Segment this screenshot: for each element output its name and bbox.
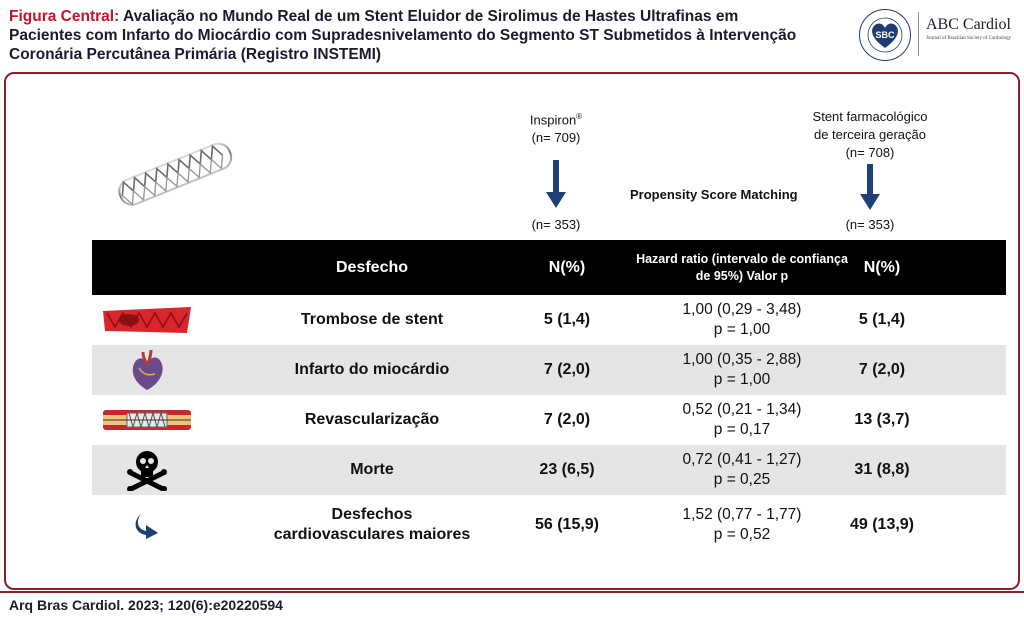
outcomes-table xyxy=(92,240,1006,555)
left-group-name: Inspiron xyxy=(529,112,577,128)
table-row xyxy=(92,495,1006,555)
p-value: p = 0,25 xyxy=(713,471,771,488)
table-row xyxy=(92,295,1006,345)
left-group-n-after: (n= 353) xyxy=(531,217,581,232)
p-value: p = 1,00 xyxy=(713,371,771,388)
table-header-row xyxy=(92,240,1006,295)
hr-ci: 1,52 (0,77 - 1,77) xyxy=(682,506,802,523)
p-value: p = 0,52 xyxy=(713,526,771,543)
p-value: p = 1,00 xyxy=(713,321,771,338)
registered-mark: ® xyxy=(576,112,583,121)
stent-thrombosis-icon xyxy=(92,295,202,345)
left-down-arrow-icon xyxy=(545,160,567,210)
table-row xyxy=(92,395,1006,445)
header-n-left: N(%) xyxy=(548,258,586,276)
n-right-value: 13 (3,7) xyxy=(854,411,910,428)
figure-title xyxy=(9,7,799,64)
n-left-value: 5 (1,4) xyxy=(543,311,591,328)
logo-divider xyxy=(918,12,919,56)
p-value: p = 0,17 xyxy=(713,421,771,438)
title-lead: Figura Central: xyxy=(9,8,120,25)
right-group-n-after: (n= 353) xyxy=(845,217,895,232)
right-group-n-before: (n= 708) xyxy=(845,145,895,160)
seal-text: SBC xyxy=(875,30,895,40)
skull-crossbones-icon xyxy=(92,445,202,495)
outcome-name xyxy=(212,495,532,555)
figure-header xyxy=(0,0,1024,72)
outcome-name: Trombose de stent xyxy=(300,311,444,328)
hr-ci: 1,00 (0,29 - 3,48) xyxy=(682,301,802,318)
outcome-name: Morte xyxy=(350,461,394,478)
hr-ci: 0,72 (0,41 - 1,27) xyxy=(682,451,802,468)
header-outcome: Desfecho xyxy=(335,258,409,276)
outcome-name-line2: cardiovasculares maiores xyxy=(273,526,471,543)
stent-illustration xyxy=(108,130,238,218)
hr-ci: 1,00 (0,35 - 2,88) xyxy=(682,351,802,368)
curved-arrow-icon xyxy=(92,495,202,555)
table-row xyxy=(92,445,1006,495)
n-right-value: 31 (8,8) xyxy=(854,461,910,478)
n-left-value: 56 (15,9) xyxy=(534,516,600,533)
outcome-name: Infarto do miocárdio xyxy=(294,361,450,378)
header-n-right: N(%) xyxy=(863,258,901,276)
journal-logo xyxy=(926,16,1021,41)
right-group-head xyxy=(800,108,940,162)
left-group-n-before: (n= 709) xyxy=(531,130,581,146)
propensity-score-label: Propensity Score Matching xyxy=(630,187,798,202)
heart-icon xyxy=(92,345,202,395)
n-right-value: 5 (1,4) xyxy=(858,311,906,328)
journal-subtitle: Journal of Brazilian Society of Cardiology xyxy=(926,36,1012,41)
n-right-value: 49 (13,9) xyxy=(849,516,915,533)
header-hazard-ratio: Hazard ratio (intervalo de confiança de 95%) Valor p xyxy=(636,251,848,283)
table-row xyxy=(92,345,1006,395)
hr-ci: 0,52 (0,21 - 1,34) xyxy=(682,401,802,418)
citation: Arq Bras Cardiol. 2023; 120(6):e20220594 xyxy=(9,597,283,613)
left-group-head xyxy=(500,108,612,147)
revascularization-icon xyxy=(92,395,202,445)
n-right-value: 7 (2,0) xyxy=(858,361,906,378)
n-left-value: 7 (2,0) xyxy=(543,411,591,428)
n-left-value: 7 (2,0) xyxy=(543,361,591,378)
right-down-arrow-icon xyxy=(859,164,881,212)
outcome-name-line1: Desfechos xyxy=(331,506,413,523)
n-left-value: 23 (6,5) xyxy=(539,461,595,478)
journal-name: ABC Cardiol xyxy=(926,16,1011,33)
right-group-name-line2: de terceira geração xyxy=(813,127,926,142)
figure-footer xyxy=(0,591,1024,618)
outcome-name: Revascularização xyxy=(304,411,440,428)
right-group-name-line1: Stent farmacológico xyxy=(812,109,928,124)
title-text: Avaliação no Mundo Real de um Stent Eluidor de Sirolimus de Hastes Ultrafinas em Pacientes com Infarto do Miocárdio com Supradesnivelamento do Segmento ST Submetidos à Intervenção Coronária Percutânea Primária (Registro INSTEMI) xyxy=(9,8,797,63)
sbc-seal-logo xyxy=(858,8,912,62)
